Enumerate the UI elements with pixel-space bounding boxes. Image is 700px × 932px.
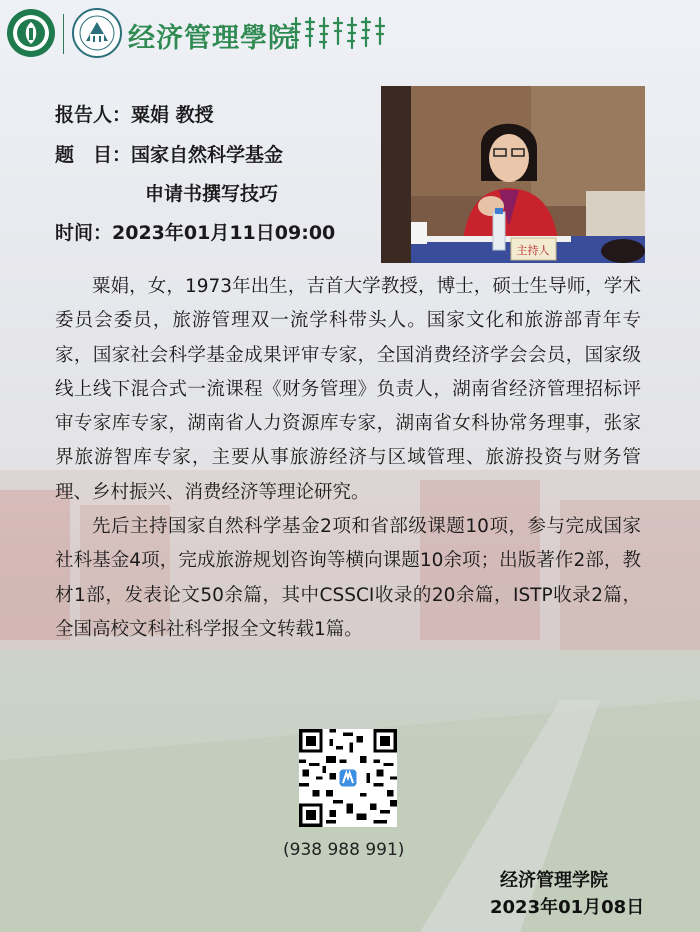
qr-code[interactable] — [299, 729, 397, 827]
reporter-label: 报告人： — [55, 104, 132, 126]
school-emblem-icon — [72, 8, 122, 58]
time-value: 2023年01月11日09:00 — [112, 222, 336, 244]
footer-organization: 经济管理学院 — [500, 870, 608, 891]
talk-title-line2: 申请书撰写技巧 — [145, 183, 279, 205]
reporter-row — [55, 100, 214, 127]
talk-title-line1: 国家自然科学基金 — [131, 144, 284, 166]
nameplate-text: 主持人 — [516, 244, 550, 257]
time-label: 时间： — [55, 222, 113, 244]
title-row — [55, 140, 283, 167]
time-row — [55, 218, 335, 245]
header-divider — [63, 14, 64, 54]
school-name: 经济管理學院 — [128, 23, 296, 54]
mongolian-script-logo-icon — [288, 14, 388, 52]
header — [0, 0, 700, 70]
university-logo-icon — [6, 8, 56, 58]
bio-paragraph-2: 先后主持国家自然科学基金2项和省部级课题10项，参与完成国家社科基金4项，完成旅游规划咨询等横向课题10余项；出版著作2部，教材1部，发表论文50余篇，其中CSSCI收录的20余篇，ISTP收录2篇，全国高校文科社科学报全文转载1篇。 — [55, 516, 641, 640]
qr-caption: (938 988 991) — [283, 840, 405, 860]
bio-paragraph-1: 粟娟，女，1973年出生，吉首大学教授，博士，硕士生导师，学术委员会委员，旅游管理双一流学科带头人。国家文化和旅游部青年专家，国家社会科学基金成果评审专家，全国消费经济学会会员，国家级线上线下混合式一流课程《财务管理》负责人，湖南省经济管理招标评审专家库专家，湖南省人力资源库专家，湖南省女科协常务理事，张家界旅游智库专家，主要从事旅游经济与区域管理、旅游投资与财务管理、乡村振兴、消费经济等理论研究。 — [55, 276, 641, 503]
title-label: 题 目： — [55, 144, 132, 166]
speaker-bio — [55, 270, 641, 647]
speaker-photo — [381, 86, 645, 263]
reporter-name: 粟娟 教授 — [131, 104, 214, 126]
footer-date: 2023年01月08日 — [490, 897, 645, 918]
title-row-2 — [145, 179, 278, 206]
